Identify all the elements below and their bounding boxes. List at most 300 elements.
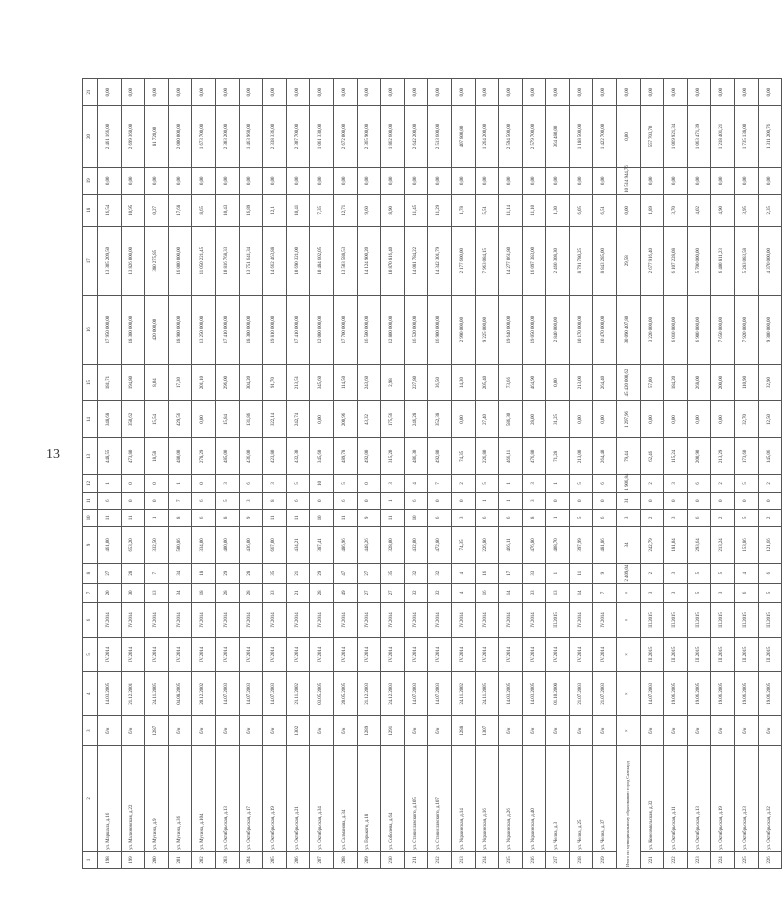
table-cell: 12 000 000,00 bbox=[310, 295, 334, 364]
address-cell: ул. Салманова, д.34 bbox=[333, 745, 357, 851]
table-cell: 461,00 bbox=[98, 526, 122, 563]
table-cell: 18 bbox=[192, 563, 216, 583]
table-cell: 2 bbox=[758, 475, 782, 492]
table-cell: 0,00 bbox=[357, 79, 381, 106]
table-cell: 6 bbox=[239, 475, 263, 492]
table-cell: 9 bbox=[239, 509, 263, 526]
table-cell: 246,28 bbox=[404, 401, 428, 438]
table-cell: 202 bbox=[192, 851, 216, 868]
table-cell: 1 bbox=[98, 475, 122, 492]
table-cell: 04.08.2005 bbox=[168, 672, 192, 716]
table-cell: 11 bbox=[333, 509, 357, 526]
table-cell: 31 bbox=[617, 492, 641, 509]
table-cell: 432,30 bbox=[286, 438, 310, 475]
table-cell: 0,00 bbox=[640, 167, 664, 194]
column-header: 15 bbox=[83, 364, 98, 401]
table-cell: 0,00 bbox=[263, 79, 287, 106]
table-cell: 24.11.2005 bbox=[145, 672, 169, 716]
table-cell: 352,38 bbox=[428, 401, 452, 438]
table-cell: 15,54 bbox=[145, 401, 169, 438]
table-cell: 213,51 bbox=[286, 364, 310, 401]
table-cell: 3 bbox=[215, 475, 239, 492]
table-cell: 32,70 bbox=[735, 401, 759, 438]
table-cell: 6 bbox=[404, 492, 428, 509]
table-cell: 6 bbox=[499, 509, 523, 526]
address-cell: ул. Октябрьская, д.34 bbox=[310, 745, 334, 851]
table-cell: 16 500 000,00 bbox=[357, 295, 381, 364]
table-cell: 2 677 916,40 bbox=[640, 226, 664, 295]
table-cell: 0,00 bbox=[569, 167, 593, 194]
table-cell: 268,00 bbox=[687, 364, 711, 401]
table-cell: 11,14 bbox=[499, 194, 523, 226]
table-cell: 1302 bbox=[286, 716, 310, 746]
table-cell: 0,00 bbox=[428, 79, 452, 106]
table-cell: 21.07.2003 bbox=[593, 672, 617, 716]
table-cell: 472,80 bbox=[428, 526, 452, 563]
table-cell: б/н bbox=[98, 716, 122, 746]
table-cell: 184,20 bbox=[664, 364, 688, 401]
table-cell: IV.2014 bbox=[522, 603, 546, 637]
table-cell: 17 bbox=[499, 563, 523, 583]
table-cell: 2 bbox=[758, 509, 782, 526]
table-cell: 198 bbox=[98, 851, 122, 868]
table-cell: б/н bbox=[522, 716, 546, 746]
table-cell: IV.2014 bbox=[357, 603, 381, 637]
table-cell: 16,54 bbox=[98, 194, 122, 226]
table-cell: 2 bbox=[640, 475, 664, 492]
table-cell: 19.06.2005 bbox=[711, 672, 735, 716]
table-row bbox=[664, 79, 688, 869]
table-cell: 29,58 bbox=[617, 226, 641, 295]
table-cell: 181,04 bbox=[664, 526, 688, 563]
table-cell: 0 bbox=[310, 492, 334, 509]
table-cell: 227,80 bbox=[404, 364, 428, 401]
table-cell: 242,79 bbox=[640, 526, 664, 563]
table-cell: 6 bbox=[333, 492, 357, 509]
table-cell: 13 bbox=[546, 583, 570, 603]
table-cell: 1 bbox=[546, 563, 570, 583]
table-cell: 3 bbox=[664, 475, 688, 492]
table-cell: 7 bbox=[168, 492, 192, 509]
table-cell: 1 264 200,00 bbox=[475, 106, 499, 168]
table-cell: 1 906,84 bbox=[617, 475, 641, 492]
table-cell: 2 699 360,00 bbox=[121, 106, 145, 168]
table-cell: 5 bbox=[735, 475, 759, 492]
table-cell: 0,00 bbox=[546, 79, 570, 106]
table-cell: 18 300 000,00 bbox=[121, 295, 145, 364]
table-row bbox=[168, 79, 192, 869]
table-cell: 6 bbox=[428, 509, 452, 526]
column-header: 10 bbox=[83, 509, 98, 526]
table-cell: 0,00 bbox=[735, 79, 759, 106]
table-cell: 0,00 bbox=[499, 79, 523, 106]
table-cell: 345,60 bbox=[310, 364, 334, 401]
table-cell: 350,62 bbox=[121, 401, 145, 438]
table-cell: 7 920 000,00 bbox=[735, 295, 759, 364]
table-cell: 0 bbox=[121, 492, 145, 509]
table-cell: 500,86 bbox=[168, 526, 192, 563]
address-cell: ул. Октябрьская, д.13 bbox=[215, 745, 239, 851]
table-cell: 345,60 bbox=[310, 438, 334, 475]
table-cell: 0 bbox=[569, 492, 593, 509]
table-cell: IV.2014 bbox=[263, 603, 287, 637]
table-cell: 0,00 bbox=[98, 79, 122, 106]
table-cell: 17,30 bbox=[168, 364, 192, 401]
table-cell: 0 bbox=[451, 492, 475, 509]
table-cell: 3 bbox=[664, 563, 688, 583]
table-cell: 16 097 383,00 bbox=[522, 226, 546, 295]
table-cell: 429,56 bbox=[168, 401, 192, 438]
table-cell: 464,90 bbox=[522, 364, 546, 401]
table-cell: 0,00 bbox=[711, 167, 735, 194]
table-cell: 2 513 600,00 bbox=[428, 106, 452, 168]
table-cell: 2 840 000,00 bbox=[546, 295, 570, 364]
table-cell: 27 bbox=[357, 563, 381, 583]
table-cell: IV.2014 bbox=[333, 637, 357, 671]
table-cell: IV.2014 bbox=[333, 603, 357, 637]
table-cell: 6 900 000,00 bbox=[687, 295, 711, 364]
table-cell: 19 050 000,00 bbox=[522, 295, 546, 364]
table-cell: 206 bbox=[286, 851, 310, 868]
table-cell: IV.2014 bbox=[98, 603, 122, 637]
table-cell: 6 010 000,00 bbox=[664, 295, 688, 364]
table-cell: 0,00 bbox=[263, 167, 287, 194]
table-cell: 32,90 bbox=[758, 364, 782, 401]
address-cell: ул. Станиславского, д.105 bbox=[404, 745, 428, 851]
table-cell: б/н bbox=[168, 716, 192, 746]
table-cell: 436,00 bbox=[239, 526, 263, 563]
column-header: 5 bbox=[83, 637, 98, 671]
table-cell: IV.2014 bbox=[192, 637, 216, 671]
address-cell: ул. Мусина, д.36 bbox=[168, 745, 192, 851]
table-cell: 1 bbox=[546, 509, 570, 526]
table-cell: 0 bbox=[711, 492, 735, 509]
table-cell: 0,00 bbox=[664, 167, 688, 194]
table-cell: 21.12.2003 bbox=[357, 672, 381, 716]
table-row bbox=[451, 79, 475, 869]
table-cell: 3 bbox=[664, 509, 688, 526]
table-cell: IV.2014 bbox=[239, 603, 263, 637]
table-cell: 0,00 bbox=[404, 167, 428, 194]
table-cell: 222 bbox=[664, 851, 688, 868]
table-cell: 200,90 bbox=[687, 438, 711, 475]
table-cell: IV.2014 bbox=[168, 637, 192, 671]
table-cell: 8,90 bbox=[381, 194, 405, 226]
table-cell: 5,51 bbox=[475, 194, 499, 226]
table-cell: 13 503 588,53 bbox=[333, 226, 357, 295]
table-cell: 10 514 944,76 bbox=[617, 167, 641, 194]
table-cell: 4 bbox=[404, 475, 428, 492]
table-cell: IV.2014 bbox=[310, 637, 334, 671]
column-header: 18 bbox=[83, 194, 98, 226]
table-cell: 1307 bbox=[475, 716, 499, 746]
table-cell: 16 900 000,00 bbox=[428, 295, 452, 364]
table-cell: 5 bbox=[569, 509, 593, 526]
table-cell: 6 bbox=[687, 509, 711, 526]
table-cell: 586,30 bbox=[499, 401, 523, 438]
table-cell: 2 579 700,00 bbox=[522, 106, 546, 168]
table-cell: 213 bbox=[451, 851, 475, 868]
table-cell: 3 bbox=[522, 492, 546, 509]
table-cell: 473,80 bbox=[121, 438, 145, 475]
table-cell: 0 bbox=[687, 492, 711, 509]
table-cell: IV.2014 bbox=[192, 603, 216, 637]
table-row bbox=[687, 79, 711, 869]
table-cell: 194,80 bbox=[121, 364, 145, 401]
column-header: 19 bbox=[83, 167, 98, 194]
table-cell: 14.07.2003 bbox=[215, 672, 239, 716]
table-cell: 27 bbox=[98, 563, 122, 583]
table-cell: 432,00 bbox=[404, 526, 428, 563]
table-cell: 0,00 bbox=[168, 167, 192, 194]
table-cell: 0,00 bbox=[145, 167, 169, 194]
table-cell: 6 bbox=[593, 509, 617, 526]
table-cell: 200,96 bbox=[333, 401, 357, 438]
table-cell: 0,00 bbox=[593, 167, 617, 194]
table-cell: 11 bbox=[263, 509, 287, 526]
table-cell: 2 177 600,00 bbox=[451, 226, 475, 295]
table-cell: 115,24 bbox=[664, 438, 688, 475]
table-cell: IV.2014 bbox=[569, 603, 593, 637]
table-cell: б/н bbox=[593, 716, 617, 746]
table-cell: 210 bbox=[381, 851, 405, 868]
table-cell: 181,71 bbox=[98, 364, 122, 401]
table-cell: 0,00 bbox=[310, 79, 334, 106]
table-cell: III.2015 bbox=[758, 603, 782, 637]
table-cell: IV.2014 bbox=[98, 637, 122, 671]
address-cell: ул. Челна, д.25 bbox=[569, 745, 593, 851]
table-cell: 33 bbox=[522, 583, 546, 603]
table-cell: 1287 bbox=[145, 716, 169, 746]
table-cell: 1,89 bbox=[640, 194, 664, 226]
table-cell: 0,00 bbox=[475, 79, 499, 106]
table-cell: IV.2014 bbox=[451, 637, 475, 671]
table-cell: 2 bbox=[451, 475, 475, 492]
table-cell: 2 672 000,00 bbox=[333, 106, 357, 168]
table-cell: 1 735 138,00 bbox=[735, 106, 759, 168]
table-cell: 6 bbox=[593, 475, 617, 492]
table-cell: 14.07.2003 bbox=[640, 672, 664, 716]
table-header-row bbox=[83, 79, 98, 869]
table-cell: 364 480,00 bbox=[546, 106, 570, 168]
table-cell: 8 bbox=[522, 509, 546, 526]
table-cell: 0,00 bbox=[758, 167, 782, 194]
table-cell: 0 bbox=[735, 492, 759, 509]
table-cell: 226,80 bbox=[475, 438, 499, 475]
table-cell: 10,41 bbox=[286, 194, 310, 226]
table-cell: б/н bbox=[263, 716, 287, 746]
column-header: 12 bbox=[83, 475, 98, 492]
table-cell: 8 791 780,25 bbox=[569, 226, 593, 295]
table-cell: 18 300 000,00 bbox=[239, 295, 263, 364]
table-cell: 408,70 bbox=[546, 526, 570, 563]
table-cell: б/н bbox=[687, 716, 711, 746]
table-row bbox=[758, 79, 782, 869]
table-row bbox=[263, 79, 287, 869]
table-cell: 16,89 bbox=[239, 194, 263, 226]
table-cell: 33 bbox=[522, 563, 546, 583]
table-cell: 16 520 000,00 bbox=[404, 295, 428, 364]
table-cell: 397,99 bbox=[569, 526, 593, 563]
table-cell: 30 090 407,80 bbox=[617, 295, 641, 364]
table-cell: 13 826 000,00 bbox=[121, 226, 145, 295]
table-cell: 3,95 bbox=[735, 194, 759, 226]
table-cell: 208 bbox=[333, 851, 357, 868]
table-cell: 2 bbox=[640, 509, 664, 526]
table-cell: 207 bbox=[310, 851, 334, 868]
table-cell: 348,68 bbox=[98, 401, 122, 438]
table-cell: 0 bbox=[192, 475, 216, 492]
table-cell: 14 081 784,22 bbox=[404, 226, 428, 295]
table-cell: 10,43 bbox=[215, 194, 239, 226]
table-cell: III.2015 bbox=[640, 603, 664, 637]
table-cell: IV.2014 bbox=[286, 637, 310, 671]
table-cell: 19 640 000,00 bbox=[499, 295, 523, 364]
table-cell: 0,00 bbox=[522, 79, 546, 106]
column-header: 21 bbox=[83, 79, 98, 106]
table-cell: 110,90 bbox=[735, 364, 759, 401]
table-cell: 1 673 700,00 bbox=[192, 106, 216, 168]
table-cell: 6 bbox=[735, 583, 759, 603]
table-cell: 57,00 bbox=[640, 364, 664, 401]
table-cell: 32 bbox=[404, 583, 428, 603]
table-cell: 29 bbox=[310, 563, 334, 583]
table-cell: 5 bbox=[569, 475, 593, 492]
table-cell: 0,00 bbox=[121, 167, 145, 194]
table-cell: 0,00 bbox=[735, 167, 759, 194]
table-cell: IV.2014 bbox=[145, 603, 169, 637]
address-cell: ул. Октябрьская, д.23 bbox=[735, 745, 759, 851]
table-cell: 0 bbox=[640, 492, 664, 509]
table-cell: 0,00 bbox=[239, 167, 263, 194]
table-cell: 201,10 bbox=[192, 364, 216, 401]
table-cell: 216 bbox=[522, 851, 546, 868]
table-cell: 21.11.2002 bbox=[286, 672, 310, 716]
table-cell: 1288 bbox=[451, 716, 475, 746]
table-cell: б/н bbox=[121, 716, 145, 746]
address-cell: ул. Октябрьская, д.19 bbox=[263, 745, 287, 851]
table-cell: 224 bbox=[711, 851, 735, 868]
table-cell: 17 410 000,00 bbox=[286, 295, 310, 364]
table-cell: 0 bbox=[121, 475, 145, 492]
table-cell: 0,00 bbox=[451, 79, 475, 106]
table-cell: б/н bbox=[333, 716, 357, 746]
table-cell: IV.2014 bbox=[522, 637, 546, 671]
table-cell: 0,00 bbox=[569, 79, 593, 106]
table-cell: 211 bbox=[404, 851, 428, 868]
table-cell: 20.05.2005 bbox=[333, 672, 357, 716]
table-cell: IV.2014 bbox=[286, 603, 310, 637]
table-cell: 334,00 bbox=[192, 526, 216, 563]
table-cell: б/н bbox=[711, 716, 735, 746]
table-cell: 1 297,96 bbox=[617, 401, 641, 438]
table-cell: 0,00 bbox=[687, 167, 711, 194]
table-cell: 213,00 bbox=[569, 438, 593, 475]
table-cell: 1 bbox=[168, 475, 192, 492]
table-cell: 18 900 000,00 bbox=[168, 295, 192, 364]
table-cell: 19.06.2005 bbox=[664, 672, 688, 716]
table-row bbox=[286, 79, 310, 869]
table-cell: 0,00 bbox=[711, 79, 735, 106]
table-cell: 653,20 bbox=[121, 526, 145, 563]
table-cell: 0,00 bbox=[617, 106, 641, 168]
table-row bbox=[333, 79, 357, 869]
table-cell: 31,25 bbox=[546, 401, 570, 438]
address-cell: ул. Октябрьская, д.32 bbox=[758, 745, 782, 851]
table-cell: 20.12.2002 bbox=[192, 672, 216, 716]
table-cell: 296,00 bbox=[215, 364, 239, 401]
table-cell: 131,86 bbox=[239, 401, 263, 438]
address-cell: ул. Октябрьская, д.17 bbox=[239, 745, 263, 851]
table-cell: 17 700 000,00 bbox=[333, 295, 357, 364]
table-cell: 448,26 bbox=[357, 526, 381, 563]
table-row bbox=[593, 79, 617, 869]
table-cell: 200 bbox=[145, 851, 169, 868]
table-cell: 30 bbox=[121, 583, 145, 603]
table-cell: 91,70 bbox=[263, 364, 287, 401]
table-cell: 2 409,04 bbox=[617, 563, 641, 583]
table-cell: 466,11 bbox=[499, 438, 523, 475]
table-cell: 0 bbox=[593, 492, 617, 509]
table-cell: б/н bbox=[215, 716, 239, 746]
address-cell: ул. Октябрьская, д.21 bbox=[286, 745, 310, 851]
table-cell: 16 000 000,00 bbox=[168, 226, 192, 295]
table-cell: 24.11.2002 bbox=[451, 672, 475, 716]
table-cell: 218 bbox=[569, 851, 593, 868]
table-cell: IV.2014 bbox=[499, 603, 523, 637]
table-cell: 0,00 bbox=[404, 79, 428, 106]
table-cell: 10 484 602,05 bbox=[310, 226, 334, 295]
table-cell: 27 bbox=[381, 583, 405, 603]
table-cell: 173,60 bbox=[735, 438, 759, 475]
table-cell: б/н bbox=[428, 716, 452, 746]
table-cell: 205,40 bbox=[475, 364, 499, 401]
table-cell: 0,00 bbox=[593, 79, 617, 106]
table-cell: 2 bbox=[640, 563, 664, 583]
table-cell: 19.06.2005 bbox=[758, 672, 782, 716]
table-cell: 1 bbox=[546, 475, 570, 492]
table-cell: б/н bbox=[546, 716, 570, 746]
column-header: 7 bbox=[83, 583, 98, 603]
table-cell: 8 843 285,00 bbox=[593, 226, 617, 295]
table-row bbox=[98, 79, 122, 869]
table-cell: III.2015 bbox=[687, 637, 711, 671]
table-cell: 214 bbox=[475, 851, 499, 868]
table-cell: 4,02 bbox=[687, 194, 711, 226]
table-cell: б/н bbox=[239, 716, 263, 746]
table-cell: 226 bbox=[758, 851, 782, 868]
address-cell: ул. Украинская, д.40 bbox=[522, 745, 546, 851]
table-cell: 79,44 bbox=[617, 438, 641, 475]
table-cell: 13 751 641,34 bbox=[239, 226, 263, 295]
table-cell: 0,00 bbox=[428, 167, 452, 194]
table-cell: 19.06.2005 bbox=[687, 672, 711, 716]
table-cell: IV.2014 bbox=[593, 603, 617, 637]
table-cell: × bbox=[617, 672, 641, 716]
table-cell: IV.2014 bbox=[428, 603, 452, 637]
address-cell: ул. Соболева, д.64 bbox=[381, 745, 405, 851]
table-cell: 0,00 bbox=[664, 79, 688, 106]
table-cell: 6 bbox=[192, 509, 216, 526]
table-cell: 0,00 bbox=[451, 167, 475, 194]
table-cell: 3 bbox=[522, 475, 546, 492]
table-row bbox=[522, 79, 546, 869]
table-cell: 2 bbox=[711, 509, 735, 526]
table-row bbox=[145, 79, 169, 869]
table-cell: IV.2014 bbox=[475, 637, 499, 671]
table-cell: 0,00 bbox=[333, 167, 357, 194]
table-cell: 400,00 bbox=[215, 526, 239, 563]
